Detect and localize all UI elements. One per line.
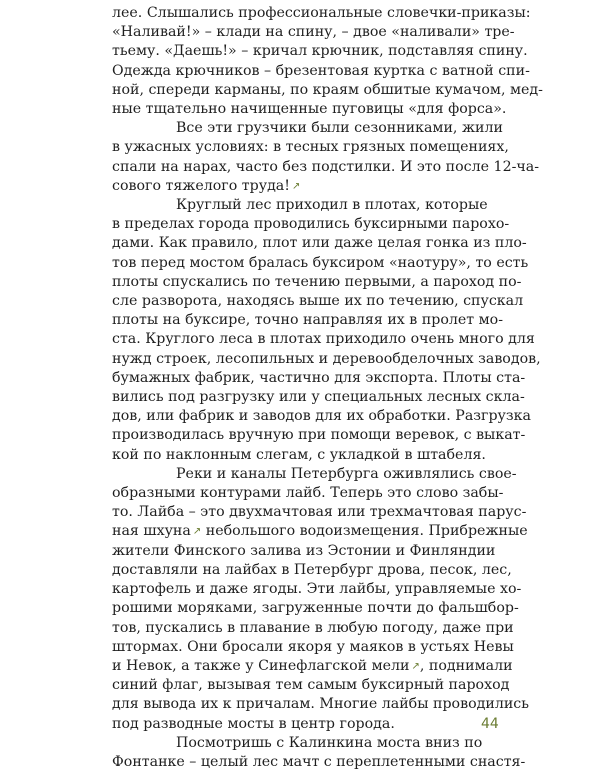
text-line: картофель и даже ягоды. Эти лайбы, управляемые хо-	[112, 581, 522, 598]
text-line: Фонтанке – целый лес мачт с переплетенными снастя-	[112, 753, 526, 770]
text-line	[112, 522, 528, 541]
text-line: в ужасных условиях: в тесных грязных помещениях,	[112, 139, 509, 156]
text-line: доставляли на лайбах в Петербург дрова, песок, лес,	[112, 561, 512, 578]
text-line: плоты на буксире, точно направляя их в пролет мо-	[112, 312, 504, 329]
text-line: кой по наклонным слегам, с укладкой в штабеля.	[112, 446, 486, 463]
text-line: ные тщательно начищенные пуговицы «для форса».	[112, 101, 507, 118]
text-line	[112, 177, 476, 196]
text-line: ной, спереди карманы, по краям обшитые кумачом, мед-	[112, 81, 543, 98]
text-line: рошими моряками, загруженные почти до фальшбор-	[112, 600, 519, 617]
text-line: лее. Слышались профессиональные словечки-приказы:	[112, 5, 531, 21]
text-line: Реки и каналы Петербурга оживлялись свое-	[176, 465, 517, 482]
text-line: под разводные мосты в центр города.	[112, 715, 395, 732]
text-line: штормах. Они бросали якоря у маяков в устьях Невы	[112, 638, 514, 655]
text-line: Посмотришь с Калинкина моста вниз по	[176, 734, 483, 751]
text-line: для вывода их к причалам. Многие лайбы проводились	[112, 696, 529, 713]
text-line: жители Финского залива из Эстонии и Финляндии	[112, 542, 496, 559]
text-line: в пределах города проводились буксирными парохо-	[112, 216, 510, 233]
arrow-up-right-icon[interactable]: ↗	[192, 526, 202, 538]
text-line: Одежда крючников – брезентовая куртка с ватной спи-	[112, 62, 530, 79]
text-line: ста. Круглого леса в плотах приходило очень много для	[112, 331, 535, 348]
text-line	[112, 657, 513, 676]
text-line: плоты спускались по течению первыми, а пароход по-	[112, 273, 522, 290]
text-line: Круглый лес приходил в плотах, которые	[176, 197, 488, 214]
text-line: тов, пускались в плавание в любую погоду, даже при	[112, 619, 514, 636]
line-text: сового тяжелого труда!	[112, 177, 290, 194]
text-line: производилась вручную при помощи веревок, с выкат-	[112, 427, 526, 444]
text-line: бумажных фабрик, частично для экспорта. Плоты ста-	[112, 369, 526, 386]
text-line: то. Лайба – это двухмачтовая или трехмачтовая парус-	[112, 504, 527, 521]
text-line: Все эти грузчики были сезонниками, жили	[176, 120, 503, 137]
text-line: сле разворота, находясь выше их по течению, спускал	[112, 293, 524, 310]
text-line: вились под разгрузку или у специальных лесных скла-	[112, 389, 525, 406]
line-text: небольшого водоизмещения. Прибрежные	[205, 523, 528, 540]
text-line: «Наливай!» – клади на спину, – двое «наливали» тре-	[112, 24, 515, 41]
line-text: и Невок, а также у Синефлагской мели	[112, 657, 410, 674]
text-line: синий флаг, вызывая тем самым буксирный пароход	[112, 677, 510, 694]
text-line: нужд строек, лесопильных и деревообделочных заводов,	[112, 350, 541, 367]
text-line: спали на нарах, часто без подстилки. И это после 12-ча-	[112, 158, 540, 175]
line-text: ная шхуна	[112, 523, 191, 540]
text-line: дов, или фабрик и заводов для их обработки. Разгрузка	[112, 408, 531, 425]
arrow-up-right-icon[interactable]: ↗	[291, 180, 301, 192]
text-line: тьему. «Даешь!» – кричал крючник, подставляя спину.	[112, 43, 528, 60]
text-line: тов перед мостом бралась буксиром «наотуру», то есть	[112, 254, 529, 271]
line-text: , поднимали	[419, 657, 513, 674]
text-line: дами. Как правило, плот или даже целая гонка из пло-	[112, 235, 527, 252]
page-number: 44	[481, 716, 499, 732]
text-line: образными контурами лайб. Теперь это слово забы-	[112, 485, 504, 502]
arrow-up-right-icon[interactable]: ↗	[411, 660, 420, 672]
